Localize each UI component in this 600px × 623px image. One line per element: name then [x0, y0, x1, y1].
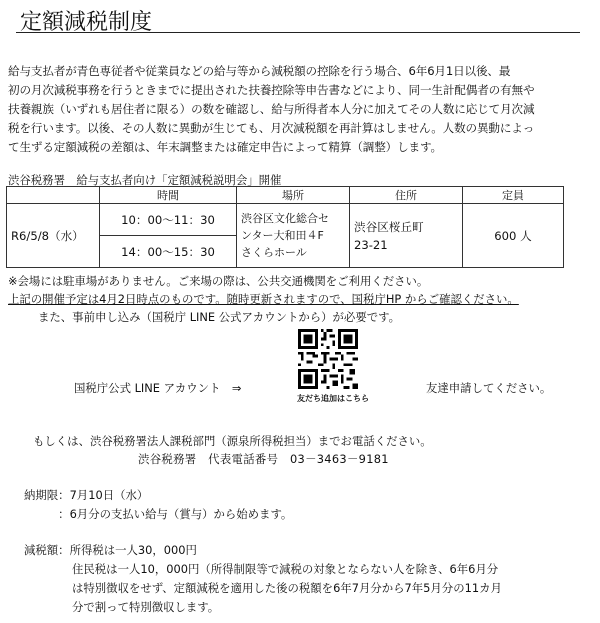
- venue-line-3: さくらホール: [241, 246, 307, 259]
- reduction-line-1: 減税額：所得税は一人30，000円: [24, 543, 197, 557]
- session-heading: 渋谷税務署 給与支払者向け「定額減税説明会」開催: [8, 173, 282, 187]
- note-registration: また、事前申し込み（国税庁 LINE 公式アカウントから）が必要です。: [38, 310, 400, 324]
- venue-cell: [237, 204, 350, 268]
- time-slot-1: 10：00～11：30: [100, 204, 237, 236]
- capacity-cell: 600 人: [463, 204, 564, 268]
- intro-line-2: 初の月次減税事務を行うときまでに提出された扶養控除等申告書などにより、同一生計配偶者の有無や: [8, 83, 535, 97]
- time-slot-2: 14：00～15：30: [100, 236, 237, 268]
- header-venue: 場所: [237, 187, 350, 204]
- page-title: 定額減税制度: [20, 10, 153, 35]
- note-schedule: 上記の開催予定は4月2日時点のものです。随時更新されますので、国税庁HP からご確認ください。: [8, 292, 519, 306]
- venue-line-1: 渋谷区文化総合セ: [241, 212, 329, 225]
- reduction-line-4: 分で割って特別徴収します。: [72, 600, 220, 614]
- reduction-line-3: は特別徴収をせず、定額減税を適用した後の税額を6年7月分から7年5月分の11カ月: [72, 581, 502, 595]
- intro-line-3: 扶養親族（いずれも居住者に限る）の数を確認し、給与所得者本人分に加えてその人数に応じて月次減: [8, 102, 535, 116]
- deadline-line-1: 納期限：7月10日（水）: [24, 488, 149, 502]
- venue-line-2: ンター大和田４F: [241, 229, 324, 242]
- contact-phone: 渋谷税務署 代表電話番号 03－3463－9181: [138, 452, 389, 466]
- intro-line-5: て生ずる定額減税の差額は、年末調整または確定申告によって精算（調整）します。: [8, 140, 442, 154]
- header-time: 時間: [100, 187, 237, 204]
- deadline-line-2: ：6月分の支払い給与（賞与）から始めます。: [24, 507, 293, 521]
- schedule-table: [6, 186, 564, 268]
- header-address: 住所: [350, 187, 463, 204]
- note-parking: ※会場には駐車場がありません。ご来場の際は、公共交通機関をご利用ください。: [8, 274, 429, 288]
- address-cell: [350, 204, 463, 268]
- reduction-line-2: 住民税は一人10，000円（所得制限等で減税の対象とならない人を除き、6年6月分: [72, 562, 499, 576]
- line-account-label: 国税庁公式 LINE アカウント ⇒: [74, 381, 242, 395]
- address-line-1: 渋谷区桜丘町: [354, 219, 424, 234]
- date-cell: R6/5/8（水）: [7, 204, 100, 268]
- intro-line-1: 給与支払者が青色専従者や従業員などの給与等から減税額の控除を行う場合、6年6月1日以後、最: [8, 64, 511, 78]
- qr-caption: 友だち追加はこちら: [297, 394, 369, 403]
- qr-code[interactable]: [298, 329, 358, 389]
- contact-text: もしくは、渋谷税務署法人課税部門（源泉所得税担当）までお電話ください。: [33, 434, 432, 448]
- intro-line-4: 税を行います。以後、その人数に異動が生じても、月次減税額を再計算はしません。人数の異動によっ: [8, 121, 535, 135]
- header-capacity: 定員: [463, 187, 564, 204]
- line-friend-request: 友達申請してください。: [426, 381, 552, 395]
- address-line-2: 23-21: [354, 237, 388, 252]
- header-blank: [7, 187, 100, 204]
- title-underline: [16, 32, 580, 33]
